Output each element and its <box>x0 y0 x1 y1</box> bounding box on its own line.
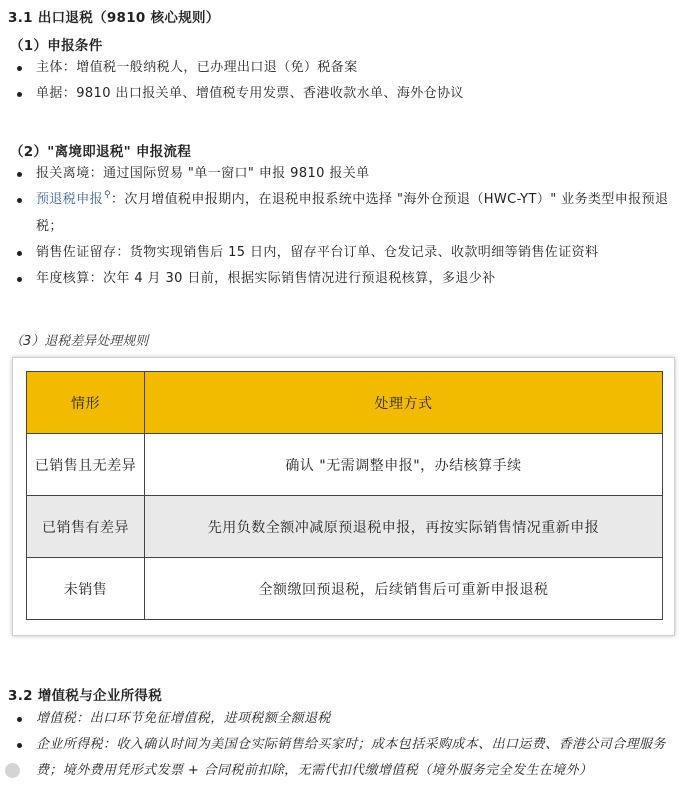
rules-table <box>26 371 663 620</box>
pre-refund-link[interactable]: 预退税申报 <box>36 192 104 207</box>
rules-table-frame <box>12 357 675 636</box>
list-item: 增值税：出口环节免征增值税，进项税额全额退税 <box>0 706 699 732</box>
section-3-1-title: 3.1 出口退税（9810 核心规则） <box>8 10 220 26</box>
list-item: 销售佐证留存：货物实现销售后 15 日内，留存平台订单、仓发记录、收款明细等销售佐证资料 <box>0 240 699 266</box>
table-cell: 未销售 <box>27 558 145 620</box>
section-3-2-title: 3.2 增值税与企业所得税 <box>8 688 163 704</box>
list-item-text: ：次月增值税申报期内，在退税申报系统中选择 "海外仓预退（HWC-YT）" 业务类型申报预退税； <box>36 192 669 234</box>
table-cell: 全额缴回预退税，后续销售后可重新申报退税 <box>145 558 663 620</box>
table-header-cell: 处理方式 <box>145 372 663 434</box>
table-cell: 已销售有差异 <box>27 496 145 558</box>
table-row <box>27 434 663 496</box>
list-item: 企业所得税：收入确认时间为美国仓实际销售给买家时；成本包括采购成本、出口运费、香港公司合理服务费；境外费用凭形式发票 + 合同税前扣除，无需代扣代缴增值税（境外服务完全发生在境外） <box>0 732 699 784</box>
subsection-3-title: （3）退税差异处理规则 <box>10 334 149 349</box>
subsection-2-title: （2）"离境即退税" 申报流程 <box>10 144 192 160</box>
list-item: 单据：9810 出口报关单、增值税专用发票、香港收款水单、海外仓协议 <box>0 81 699 107</box>
table-header-cell: 情形 <box>27 372 145 434</box>
table-header-row <box>27 372 663 434</box>
list-item <box>0 187 699 240</box>
table-cell: 已销售且无差异 <box>27 434 145 496</box>
table-row <box>27 496 663 558</box>
subsection-1-title: （1）申报条件 <box>10 38 103 54</box>
table-cell: 确认 "无需调整申报"，办结核算手续 <box>145 434 663 496</box>
watermark-logo-icon <box>5 763 20 778</box>
table-row <box>27 558 663 620</box>
process-list <box>0 161 699 292</box>
table-cell: 先用负数全额冲减原预退税申报，再按实际销售情况重新申报 <box>145 496 663 558</box>
search-icon[interactable]: ⚲ <box>104 190 112 200</box>
list-item: 年度核算：次年 4 月 30 日前，根据实际销售情况进行预退税核算，多退少补 <box>0 266 699 292</box>
list-item: 报关离境：通过国际贸易 "单一窗口" 申报 9810 报关单 <box>0 161 699 187</box>
list-item: 主体：增值税一般纳税人，已办理出口退（免）税备案 <box>0 55 699 81</box>
tax-list <box>0 706 699 784</box>
conditions-list <box>0 55 699 107</box>
